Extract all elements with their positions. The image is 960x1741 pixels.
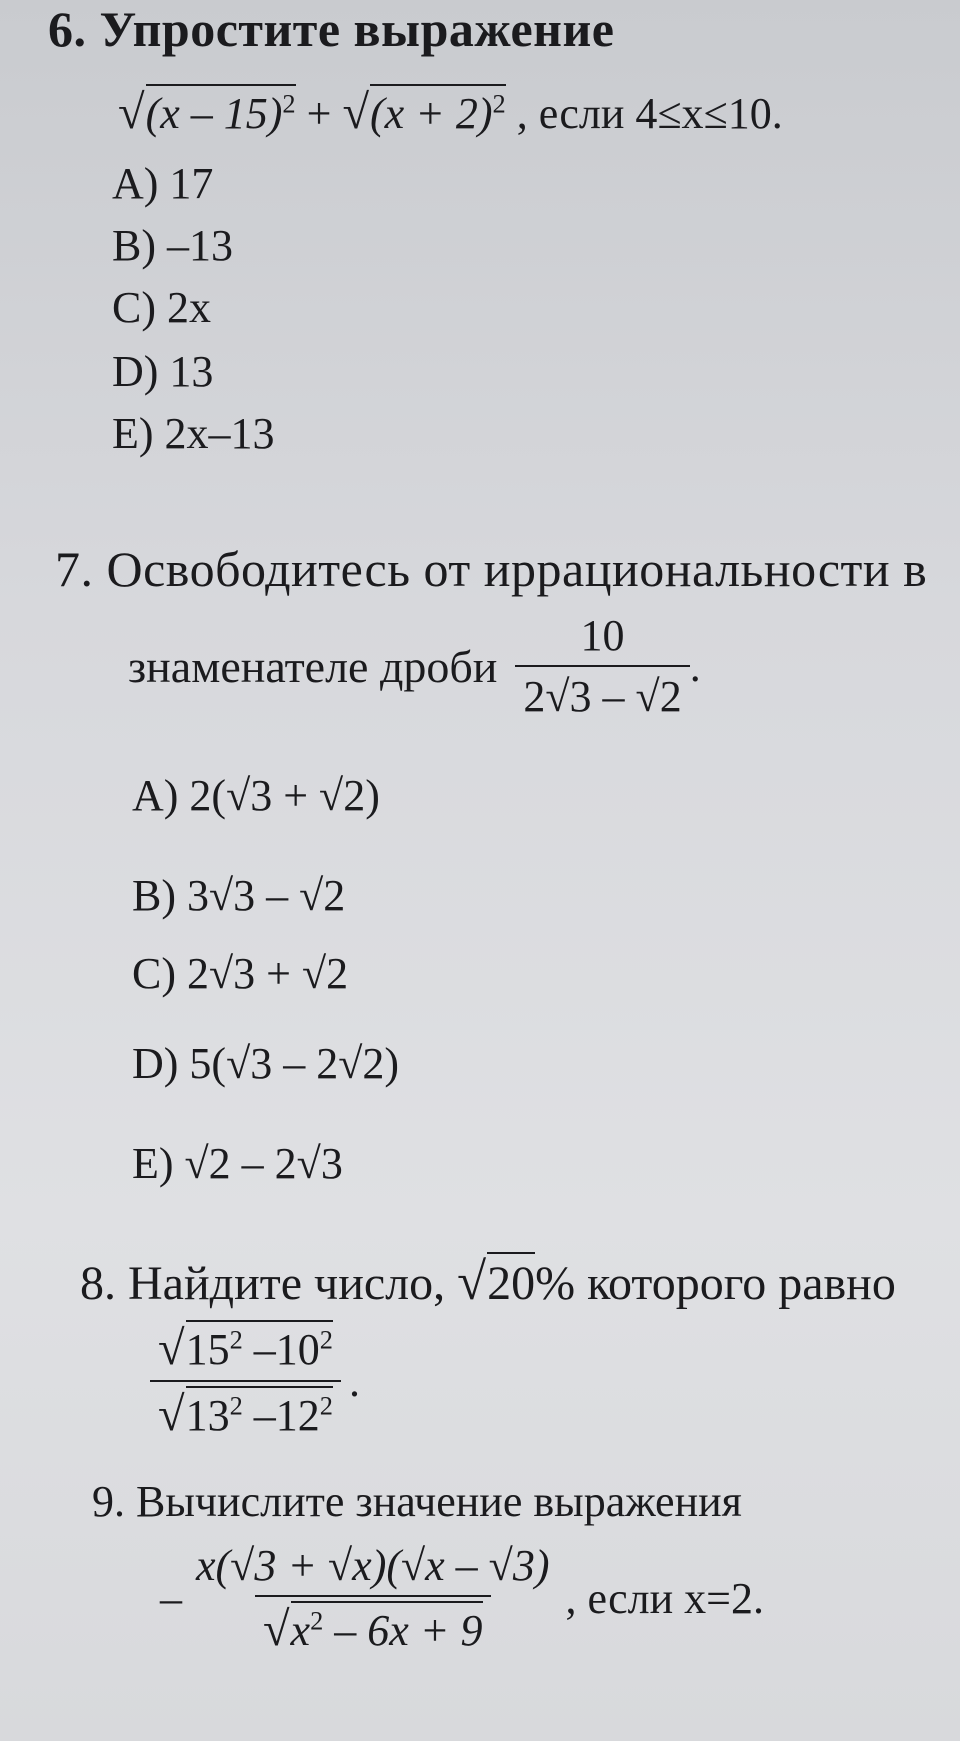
q6-radical-right: $√(x + 2)^2$ [342, 86, 506, 139]
q7-option-c: C) 2√3 + √2 [132, 949, 349, 998]
q9-expression [160, 1540, 764, 1657]
q6-radical-left: √(x – 15)$^2$ [118, 86, 296, 139]
q9-frac-num: x(√3 + √x)(√x – √3) [196, 1541, 550, 1590]
q8-fraction-row [150, 1320, 360, 1442]
q6-option-e: E) 2x–13 [112, 409, 275, 458]
q8-title-b: % которого равно [535, 1257, 896, 1310]
q6-title: 6. Упростите выражение [48, 1, 615, 57]
q6-option-c: C) 2x [112, 283, 211, 332]
q6-right-inner: (x + 2) [370, 89, 493, 138]
q7-option-e: E) √2 – 2√3 [132, 1139, 343, 1188]
q7-option-b: B) 3√3 – √2 [132, 871, 346, 920]
q8-radical-value: 20 [487, 1252, 535, 1311]
q9-fraction [188, 1540, 557, 1657]
q7-frac-num: 10 [580, 611, 625, 660]
q6-expression [118, 84, 783, 140]
q8-frac-num: $√15^2$ $-10^2$ [158, 1322, 333, 1375]
q7-period: . [689, 641, 701, 691]
q6-condition: , если 4≤x≤10. [516, 89, 783, 138]
q9-sign: – [160, 1574, 182, 1623]
q9-title: 9. Вычислите значение выражения [92, 1477, 742, 1526]
q6-option-a: A) 17 [112, 159, 214, 208]
q8-frac-den: $√13^2$ $-12^2$ [150, 1380, 341, 1442]
q8-title [80, 1252, 896, 1312]
q6-right-exp: 2 [492, 88, 506, 119]
q7-option-a: A) 2(√3 + √2) [132, 771, 380, 820]
q9-frac-den: $√x^2 - 6x + 9$ [255, 1595, 491, 1657]
q6-plus: + [306, 89, 332, 138]
q6-option-d: D) 13 [112, 347, 214, 396]
q7-line2 [128, 610, 701, 722]
q8-period: . [348, 1356, 360, 1406]
q6-left-inner: (x – 15) [145, 89, 283, 138]
q8-fraction [150, 1320, 341, 1442]
q6-option-b: B) –13 [112, 221, 233, 270]
q7-fraction [515, 610, 689, 722]
q6-left-exp: 2 [282, 88, 296, 119]
q7-line2-text: знаменателе дроби [128, 640, 498, 692]
q7-title: 7. Освободитесь от иррациональности в [55, 541, 928, 597]
q8-title-a: 8. Найдите число, [80, 1257, 446, 1310]
q8-radical: √20 [457, 1253, 536, 1311]
q7-frac-den: 2√3 – √2 [515, 665, 689, 722]
q9-condition: , если x=2. [565, 1574, 764, 1623]
q7-option-d: D) 5(√3 – 2√2) [132, 1039, 400, 1088]
